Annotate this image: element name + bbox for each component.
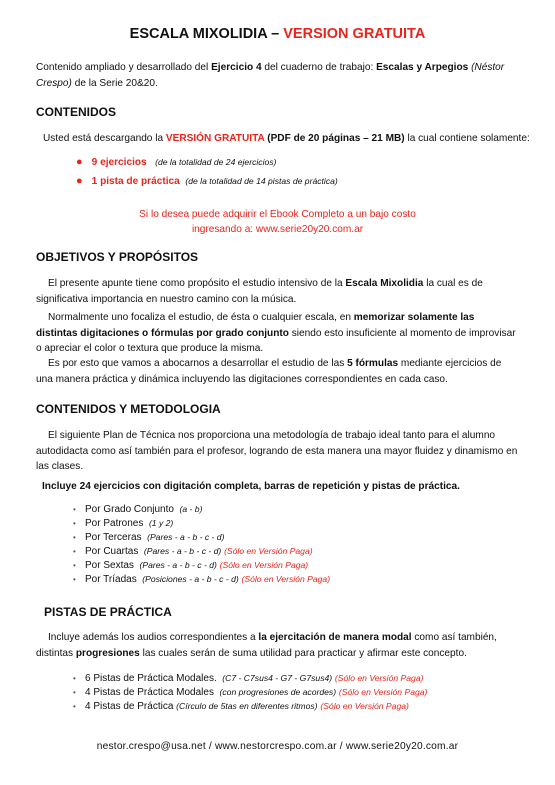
list-item-label: Por Sextas bbox=[85, 560, 134, 571]
list-item-note: (C7 - C7sus4 - G7 - G7sus4) bbox=[222, 673, 333, 683]
intro-paragraph bbox=[36, 60, 521, 91]
intro-bold-2: Escalas y Arpegios bbox=[376, 62, 469, 73]
bullet-icon: • bbox=[73, 575, 76, 584]
list-item-label: Por Terceras bbox=[85, 532, 142, 543]
contenidos-line bbox=[43, 131, 530, 147]
intro-text-3: de la Serie 20&20. bbox=[71, 77, 158, 89]
bullet-icon: ● bbox=[76, 156, 83, 168]
list-item-label: 4 Pistas de Práctica bbox=[85, 701, 174, 712]
paid-note: (Sólo en Versión Paga) bbox=[320, 701, 409, 711]
bullet-icon: • bbox=[73, 505, 76, 514]
pistas-text-1: Incluye además los audios correspondientes a bbox=[48, 632, 259, 643]
list-item-note: (Pares - a - b - c - d) bbox=[147, 532, 225, 542]
intro-bold-1: Ejercicio 4 bbox=[211, 62, 262, 73]
contenidos-item-note: (de la totalidad de 24 ejercicios) bbox=[155, 157, 277, 167]
title-accent: VERSION GRATUITA bbox=[283, 26, 426, 42]
intro-text-2: del cuaderno de trabajo: bbox=[261, 62, 377, 73]
page-title bbox=[0, 26, 555, 42]
bullet-icon: • bbox=[73, 688, 76, 697]
bullet-icon: • bbox=[73, 533, 76, 542]
contenidos-item-note: (de la totalidad de 14 pistas de práctica) bbox=[185, 176, 338, 186]
list-item-label: Por Patrones bbox=[85, 518, 144, 529]
heading-contenidos: CONTENIDOS bbox=[36, 105, 117, 119]
intro-text-1: Contenido ampliado y desarrollado del bbox=[36, 62, 212, 73]
objetivos-p1-text: El presente apunte tiene como propósito el estudio intensivo de la bbox=[48, 278, 346, 289]
bullet-icon: • bbox=[73, 519, 76, 528]
objetivos-p2-text-2: siendo esto insuficiente al momento de improvisar o apreciar el color o textura que produce la misma. bbox=[36, 327, 516, 354]
objetivos-p2-bold: memorizar solamente las distintas digitaciones o fórmulas por grado conjunto bbox=[36, 312, 475, 339]
contenidos-item bbox=[76, 174, 338, 190]
heading-metodologia: CONTENIDOS Y METODOLOGIA bbox=[36, 402, 221, 416]
list-item-note: (1 y 2) bbox=[148, 518, 174, 528]
objetivos-p3-text-2: mediante ejercicios de una manera práctica y dinámica incluyendo las digitaciones correspondientes en cada caso. bbox=[36, 358, 502, 385]
list-item-note: (Círculo de 5tas en diferentes ritmos) bbox=[176, 701, 318, 711]
contenidos-item bbox=[76, 155, 276, 171]
list-item bbox=[73, 699, 427, 713]
objetivos-paragraph-3 bbox=[36, 356, 518, 387]
list-item bbox=[73, 516, 330, 530]
list-item-label: 6 Pistas de Práctica Modales. bbox=[85, 673, 217, 684]
objetivos-p1-text-2: la cual es de significativa importancia en nuestro camino con la música. bbox=[36, 278, 483, 305]
pistas-paragraph bbox=[36, 630, 518, 661]
title-main: ESCALA MIXOLIDIA – bbox=[129, 26, 284, 42]
contenidos-line-red: VERSIÓN GRATUITA bbox=[165, 133, 265, 144]
footer-links: nestor.crespo@usa.net / www.nestorcrespo.com.ar / www.serie20y20.com.ar bbox=[96, 741, 459, 752]
pistas-text-3: las cuales serán de suma utilidad para practicar y afirmar este concepto. bbox=[139, 647, 467, 659]
list-item-label: 4 Pistas de Práctica Modales bbox=[85, 687, 214, 698]
offer-line-1: Si lo desea puede adquirir el Ebook Completo a un bajo costo bbox=[139, 209, 416, 220]
pistas-text-2: como así también, distintas bbox=[36, 632, 497, 659]
list-item bbox=[73, 544, 330, 558]
bullet-icon: • bbox=[73, 702, 76, 711]
pistas-bold-1: la ejercitación de manera modal bbox=[258, 632, 412, 643]
objetivos-paragraph-2 bbox=[36, 310, 518, 357]
list-item-note: (Posiciones - a - b - c - d) bbox=[142, 574, 239, 584]
heading-objetivos: OBJETIVOS Y PROPÓSITOS bbox=[36, 250, 199, 264]
list-item-label: Por Cuartas bbox=[85, 546, 139, 557]
bullet-icon: • bbox=[73, 547, 76, 556]
list-item bbox=[73, 502, 330, 516]
list-item bbox=[73, 530, 330, 544]
list-item bbox=[73, 558, 330, 572]
list-item-note: (Pares - a - b - c - d) bbox=[139, 560, 217, 570]
objetivos-p3-bold: 5 fórmulas bbox=[347, 358, 399, 369]
paid-note: (Sólo en Versión Paga) bbox=[338, 687, 428, 697]
list-item bbox=[73, 671, 427, 685]
paid-note: (Sólo en Versión Paga) bbox=[241, 574, 331, 584]
bullet-icon: • bbox=[73, 561, 76, 570]
list-item-note: (a - b) bbox=[179, 504, 203, 514]
tracks-list bbox=[73, 671, 427, 713]
contenidos-line-pre: Usted está descargando la bbox=[43, 133, 166, 144]
list-item-label: Por Grado Conjunto bbox=[85, 504, 174, 515]
paid-note: (Sólo en Versión Paga) bbox=[224, 546, 313, 556]
objetivos-p1-bold: Escala Mixolidia bbox=[345, 278, 424, 289]
metodologia-paragraph: El siguiente Plan de Técnica nos proporciona una metodología de trabajo ideal tanto para el alumno autodidacta como así también para el profesor, logrando de esta manera una mayor fluidez y dinamismo en las clases. bbox=[36, 430, 518, 472]
list-item-label: Por Tríadas bbox=[85, 574, 137, 585]
objetivos-p3-text: Es por esto que vamos a abocarnos a desarrollar el estudio de las bbox=[48, 358, 348, 369]
metodologia-includes: Incluye 24 ejercicios con digitación completa, barras de repetición y pistas de práctica. bbox=[42, 481, 460, 492]
objetivos-paragraph-1 bbox=[36, 276, 518, 307]
paid-note: (Sólo en Versión Paga) bbox=[219, 560, 309, 570]
offer-line-2: ingresando a: www.serie20y20.com.ar bbox=[191, 224, 364, 235]
contenidos-item-bold: 1 pista de práctica bbox=[91, 176, 180, 187]
contenidos-line-bold: (PDF de 20 páginas – 21 MB) bbox=[264, 133, 405, 144]
list-item-note: (con progresiones de acordes) bbox=[219, 687, 337, 697]
list-item bbox=[73, 572, 330, 586]
objetivos-p2-text: Normalmente uno focaliza el estudio, de ésta o cualquier escala, en bbox=[48, 312, 354, 323]
list-item bbox=[73, 685, 427, 699]
bullet-icon: ● bbox=[76, 175, 83, 187]
exercise-list bbox=[73, 502, 330, 586]
contenidos-line-post: la cual contiene solamente: bbox=[404, 133, 530, 144]
intro-italic: (Néstor Crespo) bbox=[36, 62, 505, 89]
paid-note: (Sólo en Versión Paga) bbox=[334, 673, 424, 683]
bullet-icon: • bbox=[73, 674, 76, 683]
pistas-bold-2: progresiones bbox=[75, 647, 140, 659]
list-item-note: (Pares - a - b - c - d) bbox=[143, 546, 222, 556]
heading-pistas: PISTAS DE PRÁCTICA bbox=[44, 605, 172, 619]
contenidos-item-bold: 9 ejercicios bbox=[91, 157, 147, 168]
